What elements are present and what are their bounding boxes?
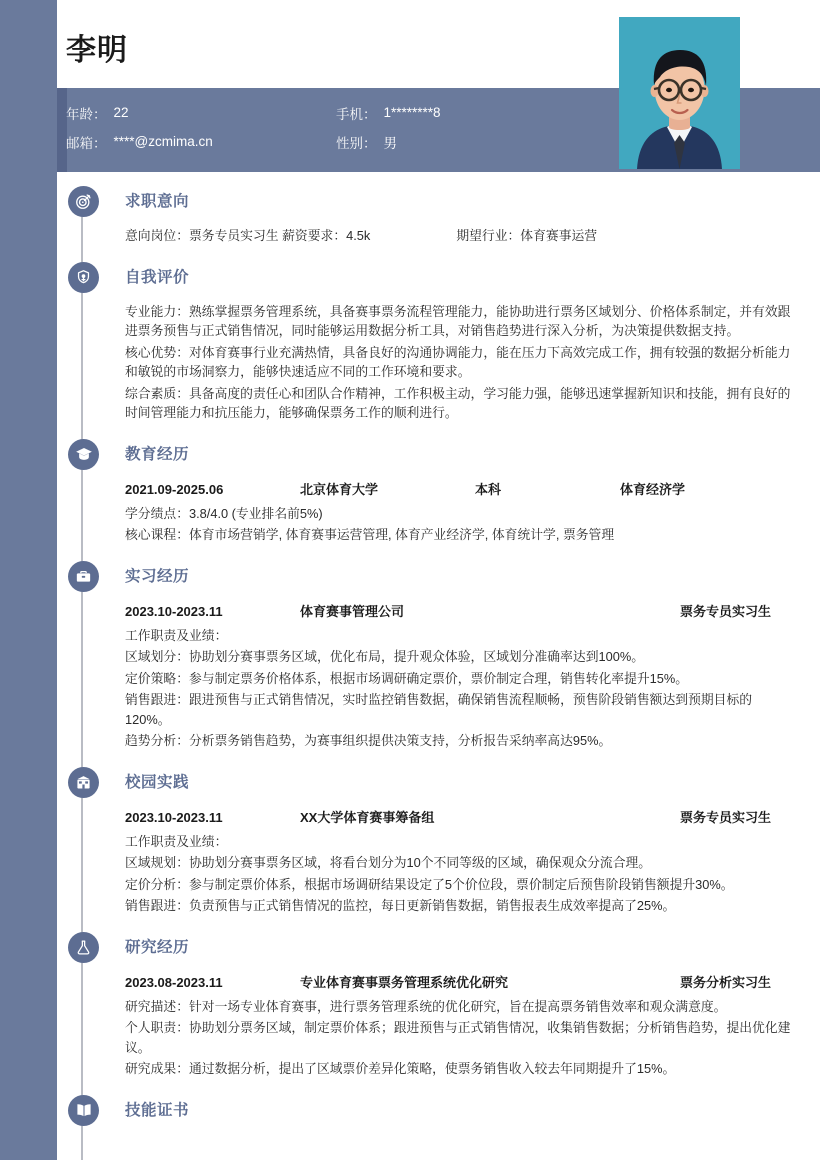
campus-paragraph: 销售跟进：负责预售与正式销售情况的监控，每日更新销售数据，销售报表生成效率提高了25%。 (125, 898, 676, 913)
spacer (57, 1081, 820, 1095)
contact-field-phone (336, 103, 441, 123)
section-title: 求职意向 (125, 193, 190, 210)
section-header (125, 439, 794, 479)
spacer (57, 918, 820, 932)
education-entry-row (125, 479, 794, 498)
intent-salary-label: 薪资要求： (282, 228, 347, 243)
header-band (0, 0, 820, 172)
internship-date: 2023.10-2023.11 (125, 603, 223, 619)
building-icon (68, 767, 99, 798)
section-education (57, 439, 820, 545)
contact-field-email (66, 132, 336, 152)
education-major: 体育经济学 (620, 481, 686, 497)
spacer (57, 425, 820, 439)
section-title: 校园实践 (125, 773, 190, 791)
education-date: 2021.09-2025.06 (125, 481, 224, 497)
section-internship (57, 561, 820, 751)
avatar (619, 17, 740, 169)
briefcase-icon (68, 561, 99, 592)
section-title: 自我评价 (125, 268, 190, 286)
section-header (125, 767, 794, 807)
campus-date: 2023.10-2023.11 (125, 809, 223, 825)
internship-role: 票务专员实习生 (680, 603, 772, 619)
section-self-evaluation (57, 262, 820, 423)
book-icon (68, 1095, 99, 1126)
contact-label-age: 年龄： (66, 106, 107, 122)
research-date: 2023.08-2023.11 (125, 974, 223, 990)
internship-entry-row (125, 601, 794, 620)
campus-role: 票务专员实习生 (680, 809, 772, 825)
section-title: 实习经历 (125, 567, 190, 585)
intent-industry-label: 期望行业： (456, 228, 521, 243)
research-paragraph: 研究成果：通过数据分析，提出了区域票价差异化策略，使票务销售收入较去年同期提升了15%。 (125, 1061, 676, 1076)
section-research (57, 932, 820, 1079)
intent-industry-value: 体育赛事运营 (520, 228, 598, 243)
internship-paragraph: 销售跟进：跟进预售与正式销售情况，实时监控销售数据，确保销售流程顺畅，预售阶段销售额达到预期目标的120%。 (125, 692, 753, 727)
education-degree: 本科 (475, 481, 502, 497)
contact-info-row (66, 127, 606, 156)
section-campus-practice (57, 767, 820, 916)
intent-position-label: 意向岗位： (125, 228, 189, 243)
campus-paragraph: 工作职责及业绩： (125, 833, 228, 849)
badge-icon (68, 262, 99, 293)
internship-paragraph: 定价策略：参与制定票务价格体系，根据市场调研确定票价，票价制定合理，销售转化率提升15%。 (125, 670, 689, 686)
body-band (0, 172, 820, 1160)
education-gpa: 学分绩点：3.8/4.0 (专业排名前5%) (125, 505, 323, 521)
target-icon (68, 186, 99, 217)
contact-info-grid (66, 98, 606, 156)
section-skills-certificates (57, 1095, 820, 1135)
internship-paragraph: 区域划分：协助划分赛事票务区域，优化布局，提升观众体验，区域划分准确率达到100%。 (125, 649, 645, 664)
contact-info-row (66, 98, 606, 127)
campus-organization: XX大学体育赛事筹备组 (300, 809, 435, 825)
education-courses: 核心课程：体育市场营销学, 体育赛事运营管理, 体育产业经济学, 体育统计学, 票务管理 (125, 527, 615, 542)
campus-paragraph: 区域规划：协助划分赛事票务区域，将看台划分为10个不同等级的区域，确保观众分流合理。 (125, 855, 652, 870)
section-header (125, 932, 794, 972)
research-paragraph: 研究描述：针对一场专业体育赛事，进行票务管理系统的优化研究，旨在提高票务销售效率和观众满意度。 (125, 998, 727, 1014)
section-header (125, 561, 794, 601)
contact-label-phone: 手机： (336, 106, 377, 122)
contact-field-gender (336, 132, 397, 152)
campus-paragraph: 定价分析：参与制定票价体系，根据市场调研结果设定了5个价位段，票价制定后预售阶段销售额提升30%。 (125, 876, 734, 892)
section-header (125, 1095, 794, 1135)
self-eval-paragraph: 核心优势：对体育赛事行业充满热情，具备良好的沟通协调能力，能在压力下高效完成工作，拥有较强的数据分析能力和敏锐的市场洞察力，能够快速适应不同的工作环境和要求。 (125, 344, 791, 379)
self-eval-paragraph: 专业能力：熟练掌握票务管理系统，具备赛事票务流程管理能力，能协助进行票务区域划分、价格体系制定，并有效跟进票务预售与正式销售情况，同时能够运用数据分析工具，对销售趋势进行深入分析，为决策提供数据支持。 (125, 303, 791, 338)
research-topic: 专业体育赛事票务管理系统优化研究 (300, 974, 509, 990)
content-panel (57, 172, 820, 1160)
campus-entry-row (125, 807, 794, 826)
internship-paragraph: 趋势分析：分析票务销售趋势，为赛事组织提供决策支持，分析报告采纳率高达95%。 (125, 733, 612, 748)
internship-company: 体育赛事管理公司 (300, 603, 405, 619)
contact-field-age (66, 103, 336, 123)
section-job-intention (57, 172, 820, 246)
spacer (57, 248, 820, 262)
flask-icon (68, 932, 99, 963)
internship-paragraph: 工作职责及业绩： (125, 627, 228, 643)
education-school: 北京体育大学 (300, 481, 379, 497)
contact-value-email: ****@zcmima.cn (113, 134, 213, 149)
contact-label-email: 邮箱： (66, 135, 107, 151)
self-eval-paragraph: 综合素质：具备高度的责任心和团队合作精神，工作积极主动，学习能力强，能够迅速掌握新知识和技能，拥有良好的时间管理能力和抗压能力，能够确保票务工作的顺利进行。 (125, 385, 791, 420)
page-title: 李明 (66, 34, 128, 67)
contact-value-phone: 1********8 (383, 105, 441, 120)
section-header (125, 262, 794, 302)
research-paragraph: 个人职责：协助划分票务区域，制定票价体系；跟进预售与正式销售情况，收集销售数据；分析销售趋势，提出优化建议。 (125, 1020, 791, 1055)
section-title: 研究经历 (125, 938, 190, 956)
graduation-cap-icon (68, 439, 99, 470)
section-title: 技能证书 (125, 1101, 190, 1119)
spacer (57, 753, 820, 767)
contact-value-gender: 男 (383, 135, 397, 151)
spacer (57, 547, 820, 561)
research-entry-row (125, 972, 794, 991)
job-intention-line (125, 226, 794, 246)
contact-label-gender: 性别： (336, 135, 377, 151)
intent-salary-value: 4.5k (346, 228, 371, 243)
contact-value-age: 22 (113, 105, 129, 120)
intent-position-value: 票务专员实习生 (188, 228, 279, 243)
research-role: 票务分析实习生 (680, 974, 772, 990)
section-title: 教育经历 (125, 445, 190, 463)
section-header (125, 186, 794, 226)
